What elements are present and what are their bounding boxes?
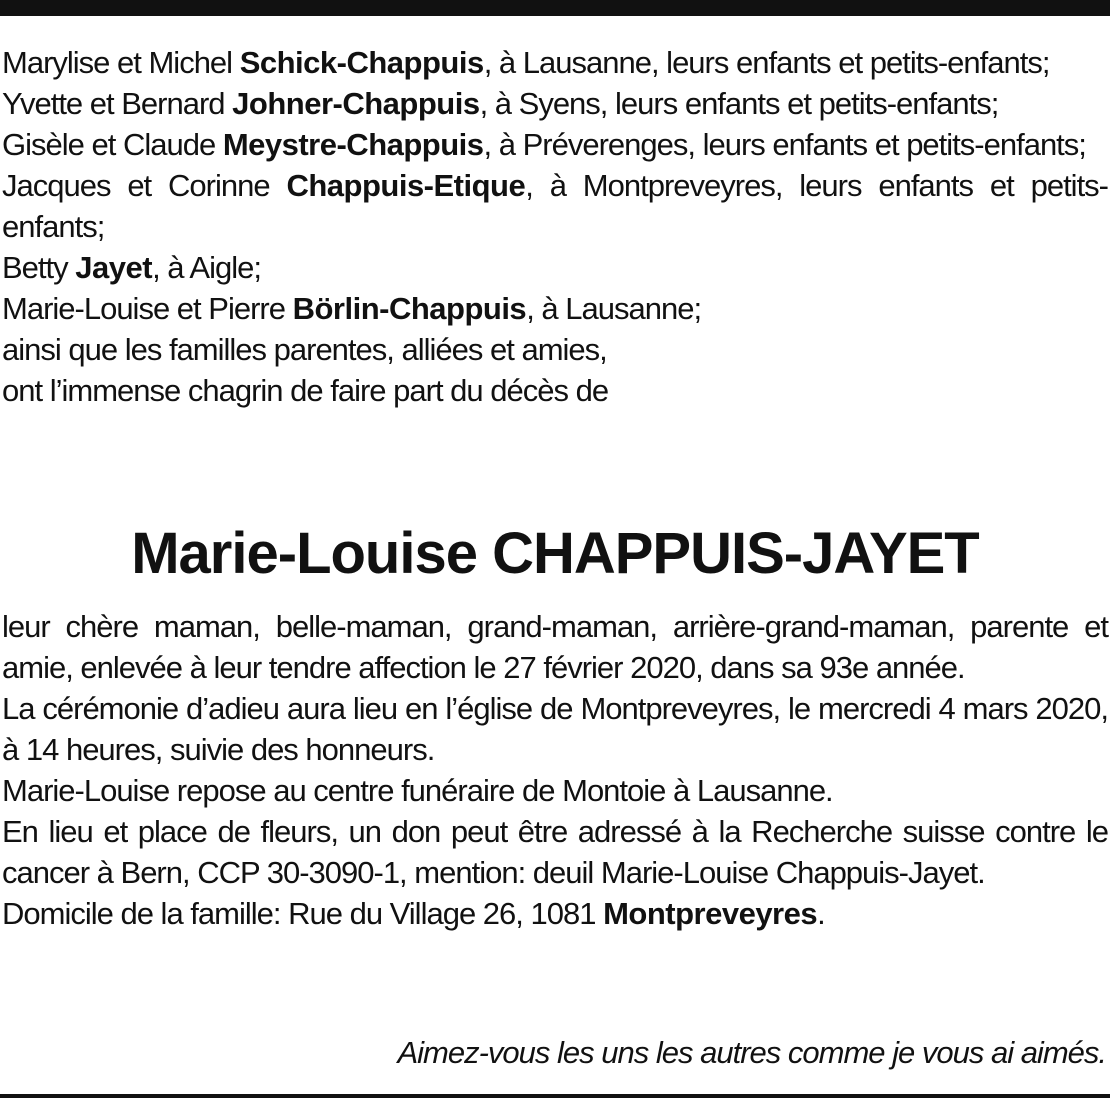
family-name: Johner-Chappuis — [232, 86, 480, 121]
family-line: Gisèle et Claude Meystre-Chappuis, à Préverenges, leurs enfants et petits-enfants; — [2, 127, 1086, 162]
family-line: Jacques et Corinne Chappuis-Etique, à Montpreveyres, leurs enfants et petits-enfants; — [2, 168, 1109, 244]
family-line: Marie-Louise et Pierre Börlin-Chappuis, à Lausanne; — [2, 291, 702, 326]
family-line: Betty Jayet, à Aigle; — [2, 250, 261, 285]
detail-paragraph: Marie-Louise repose au centre funéraire de Montoie à Lausanne. — [2, 773, 833, 808]
family-name: Jayet — [75, 250, 153, 285]
family-list — [2, 42, 1108, 411]
family-line: Yvette et Bernard Johner-Chappuis, à Syens, leurs enfants et petits-enfants; — [2, 86, 999, 121]
closing-line: ainsi que les familles parentes, alliées et amies, — [2, 332, 607, 367]
closing-line: ont l’immense chagrin de faire part du décès de — [2, 373, 609, 408]
top-rule — [0, 0, 1110, 16]
announcement-details — [2, 606, 1108, 934]
detail-paragraph: En lieu et place de fleurs, un don peut être adressé à la Recherche suisse contre le cancer à Bern, CCP 30-3090-1, mention: deuil Marie-Louise Chappuis-Jayet. — [2, 814, 1108, 890]
family-name: Schick-Chappuis — [239, 45, 484, 80]
domicile-place: Montpreveyres — [603, 896, 818, 931]
family-name: Chappuis-Etique — [286, 168, 526, 203]
bottom-rule — [0, 1094, 1110, 1098]
detail-paragraph: La cérémonie d’adieu aura lieu en l’église de Montpreveyres, le mercredi 4 mars 2020, à 14 heures, suivie des honneurs. — [2, 691, 1108, 767]
family-name: Börlin-Chappuis — [292, 291, 527, 326]
domicile-line: Domicile de la famille: Rue du Village 26, 1081 Montpreveyres. — [2, 896, 825, 931]
family-line: Marylise et Michel Schick-Chappuis, à Lausanne, leurs enfants et petits-enfants; — [2, 45, 1050, 80]
closing-quote: Aimez-vous les uns les autres comme je vous ai aimés. — [397, 1035, 1106, 1070]
deceased-name: Marie-Louise CHAPPUIS-JAYET — [131, 521, 979, 586]
family-name: Meystre-Chappuis — [222, 127, 484, 162]
detail-paragraph: leur chère maman, belle-maman, grand-maman, arrière-grand-maman, parente et amie, enlevée à leur tendre affection le 27 février 2020, dans sa 93e année. — [2, 609, 1108, 685]
